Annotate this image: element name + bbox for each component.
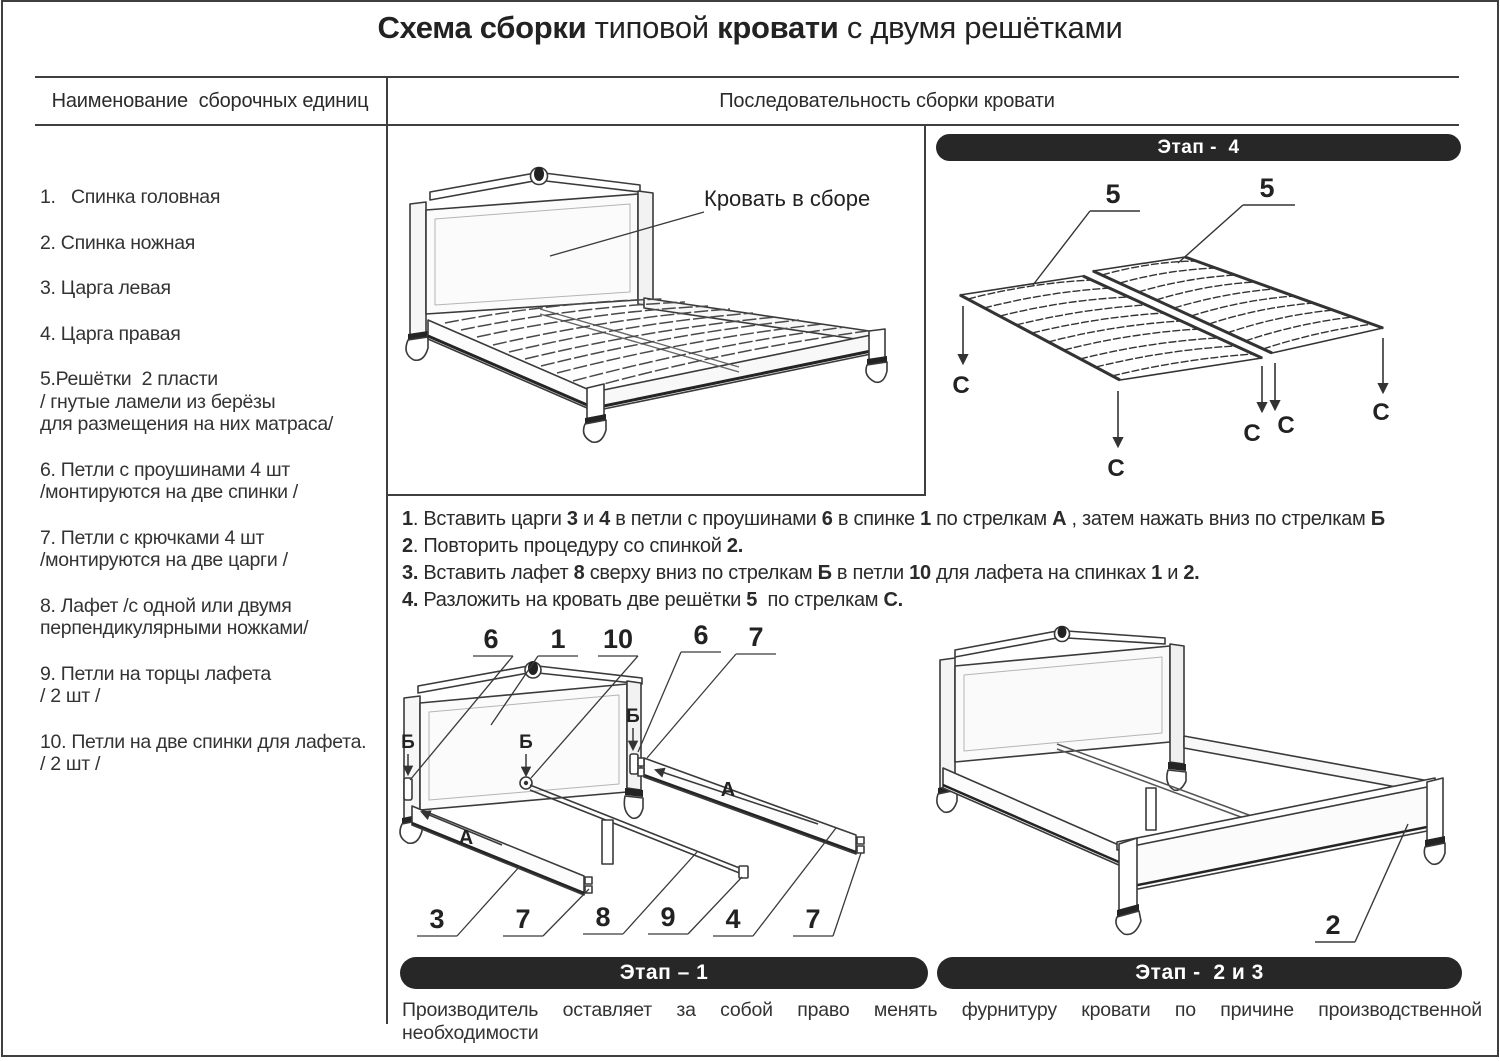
callout-2: 2: [1325, 910, 1341, 940]
lafet-leg: [1146, 788, 1156, 830]
parts-list-item: 4. Царга правая: [40, 322, 181, 345]
parts-list-item: 5.Решётки 2 пласти / гнутые ламели из берёзы для размещения на них матраса/: [40, 368, 334, 435]
instruction-line: 2. Повторить процедуру со спинкой 2.: [402, 535, 743, 557]
assembled-bed-drawing: [388, 126, 924, 494]
left-column-header: Наименование сборочных единиц: [51, 90, 369, 112]
parts-list: [40, 186, 385, 799]
parts-list-item: 3. Царга левая: [40, 277, 171, 299]
parts-list-item: 9. Петли на торцы лафета / 2 шт /: [40, 662, 271, 707]
assembled-bed-label: Кровать в сборе: [704, 186, 871, 211]
header-divider-top: [35, 76, 1459, 78]
callout-9: 9: [660, 902, 676, 932]
stage4-diagram: [935, 163, 1465, 496]
hinge-lafet-end: [739, 866, 748, 878]
callout-7-b: 7: [515, 904, 531, 934]
callout-7-a: 7: [748, 622, 764, 652]
page-title: Схема сборки типовой кровати с двумя решётками: [377, 10, 1123, 45]
arrow-label-c-5: С: [1372, 399, 1390, 426]
arrow-label-b-3: Б: [626, 706, 640, 727]
arrow-label-b-1: Б: [401, 732, 415, 753]
callout-4: 4: [725, 904, 741, 934]
hinge-right-post: [630, 754, 638, 774]
parts-list-item: 6. Петли с проушинами 4 шт /монтируются на две спинки /: [40, 458, 298, 503]
arrow-label-b-2: Б: [519, 732, 533, 753]
arrow-label-c-3: С: [1243, 420, 1261, 447]
callout-8: 8: [595, 902, 611, 932]
bed-frame-group: [428, 298, 876, 411]
callout-1: 1: [550, 624, 566, 654]
arrow-label-c-2: С: [1107, 455, 1125, 482]
arrow-label-a-2: А: [720, 779, 736, 801]
stage23-diagram: [935, 618, 1500, 955]
stage23-banner: Этап - 2 и 3: [937, 957, 1462, 989]
callout-6-b: 6: [693, 620, 709, 650]
parts-list-item: 2. Спинка ножная: [40, 231, 196, 254]
stage4-banner: Этап - 4: [936, 134, 1461, 161]
callout-10: 10: [602, 624, 634, 654]
assembled-bed-panel: [386, 124, 926, 496]
callout-6-a: 6: [483, 624, 499, 654]
callout-7-c: 7: [805, 904, 821, 934]
callout-5-left: 5: [1105, 179, 1121, 209]
callout-3: 3: [429, 904, 445, 934]
arrow-label-a-1: А: [458, 827, 474, 849]
right-column-header: Последовательность сборки кровати: [719, 90, 1055, 112]
footer-note: Производитель оставляет за собой право менять фурнитуру кровати по причине производственной необходимости: [402, 999, 1482, 1044]
instruction-line: 4. Разложить на кровать две решётки 5 по стрелкам С.: [402, 589, 903, 611]
callout-5-right: 5: [1259, 173, 1275, 203]
instruction-line: 3. Вставить лафет 8 сверху вниз по стрелкам Б в петли 10 для лафета на спинках 1 и 2.: [402, 562, 1200, 584]
parts-list-item: 10. Петли на две спинки для лафета. / 2 шт /: [40, 730, 367, 775]
arrow-label-c-1: С: [952, 372, 970, 399]
instructions: [402, 506, 1464, 614]
stage23-footboard: [1116, 778, 1445, 934]
part-tsarga-right: [638, 758, 864, 854]
parts-list-item: 8. Лафет /с одной или двумя перпендикулярными ножками/: [40, 594, 309, 639]
instruction-line: 1. Вставить царги 3 и 4 в петли с проушинами 6 в спинке 1 по стрелкам А , затем нажать вниз по стрелкам Б: [402, 508, 1385, 530]
stage1-diagram: [390, 618, 930, 955]
hinge-left-post: [404, 778, 412, 800]
arrow-label-c-4: С: [1277, 412, 1295, 439]
stage1-banner: Этап – 1: [400, 957, 928, 989]
parts-list-item: 1. Спинка головная: [40, 186, 221, 208]
parts-list-item: 7. Петли с крючками 4 шт /монтируются на две царги /: [40, 526, 288, 571]
